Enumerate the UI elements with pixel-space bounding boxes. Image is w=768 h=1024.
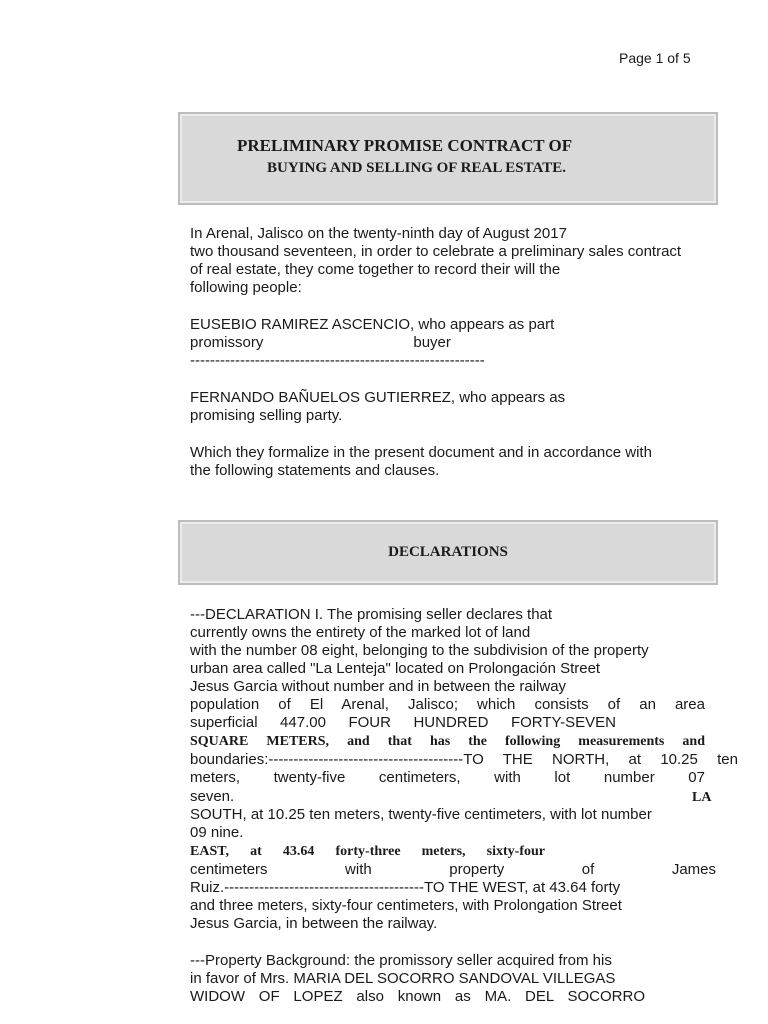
- background-line: in favor of Mrs. MARIA DEL SOCORRO SANDOVAL VILLEGAS: [190, 970, 616, 987]
- declaration-line: 09 nine.: [190, 824, 244, 841]
- seller-line: promising selling party.: [190, 407, 343, 424]
- separator-line: -----------------------------------------------------------: [190, 352, 485, 369]
- declaration-line: urban area called "La Lenteja" located on Prolongación Street: [190, 660, 601, 677]
- declaration-line: SOUTH, at 10.25 ten meters, twenty-five centimeters, with lot number: [190, 806, 652, 823]
- document-title-line-2: BUYING AND SELLING OF REAL ESTATE.: [267, 160, 566, 176]
- declarations-box: [178, 520, 718, 585]
- declaration-line: LA: [692, 790, 712, 805]
- intro-line: following people:: [190, 279, 302, 296]
- intro-line: two thousand seventeen, in order to celebrate a preliminary sales contract: [190, 243, 682, 260]
- declaration-line: ---DECLARATION I. The promising seller declares that: [190, 606, 553, 623]
- buyer-line: EUSEBIO RAMIREZ ASCENCIO, who appears as part: [190, 316, 555, 333]
- document-title-line-1: PRELIMINARY PROMISE CONTRACT OF: [237, 136, 573, 155]
- buyer-line: promissory buyer: [190, 334, 451, 351]
- declarations-heading: DECLARATIONS: [388, 544, 508, 560]
- declaration-line: centimeters with property of James: [190, 861, 716, 878]
- page-number: Page 1 of 5: [619, 50, 691, 66]
- background-line: ---Property Background: the promissory seller acquired from his: [190, 952, 612, 969]
- declaration-line: Jesus Garcia, in between the railway.: [190, 915, 438, 932]
- formalize-line: Which they formalize in the present document and in accordance with: [190, 444, 652, 461]
- declaration-line: seven.: [190, 788, 235, 805]
- declaration-line: Jesus Garcia without number and in between the railway: [190, 678, 567, 695]
- declaration-line: currently owns the entirety of the marked lot of land: [190, 624, 531, 641]
- declaration-line: EAST, at 43.64 forty-three meters, sixty-four: [190, 844, 545, 859]
- declaration-line: meters, twenty-five centimeters, with lot number 07: [190, 769, 705, 786]
- declaration-line: Ruiz.----------------------------------------TO THE WEST, at 43.64 forty: [190, 879, 621, 896]
- intro-line: of real estate, they come together to record their will the: [190, 261, 561, 278]
- declaration-line: with the number 08 eight, belonging to the subdivision of the property: [190, 642, 649, 659]
- declaration-line: SQUARE METERS, and that has the following measurements and: [190, 734, 705, 749]
- declaration-line: boundaries:---------------------------------------TO THE NORTH, at 10.25 ten: [190, 751, 738, 768]
- seller-line: FERNANDO BAÑUELOS GUTIERREZ, who appears as: [190, 389, 566, 406]
- title-box: [178, 112, 718, 205]
- intro-line: In Arenal, Jalisco on the twenty-ninth day of August 2017: [190, 225, 567, 242]
- declaration-line: and three meters, sixty-four centimeters, with Prolongation Street: [190, 897, 622, 914]
- declaration-line: population of El Arenal, Jalisco; which consists of an area: [190, 696, 705, 713]
- formalize-line: the following statements and clauses.: [190, 462, 440, 479]
- declaration-line: superficial 447.00 FOUR HUNDRED FORTY-SEVEN: [190, 714, 616, 731]
- background-line: WIDOW OF LOPEZ also known as MA. DEL SOCORRO: [190, 988, 645, 1005]
